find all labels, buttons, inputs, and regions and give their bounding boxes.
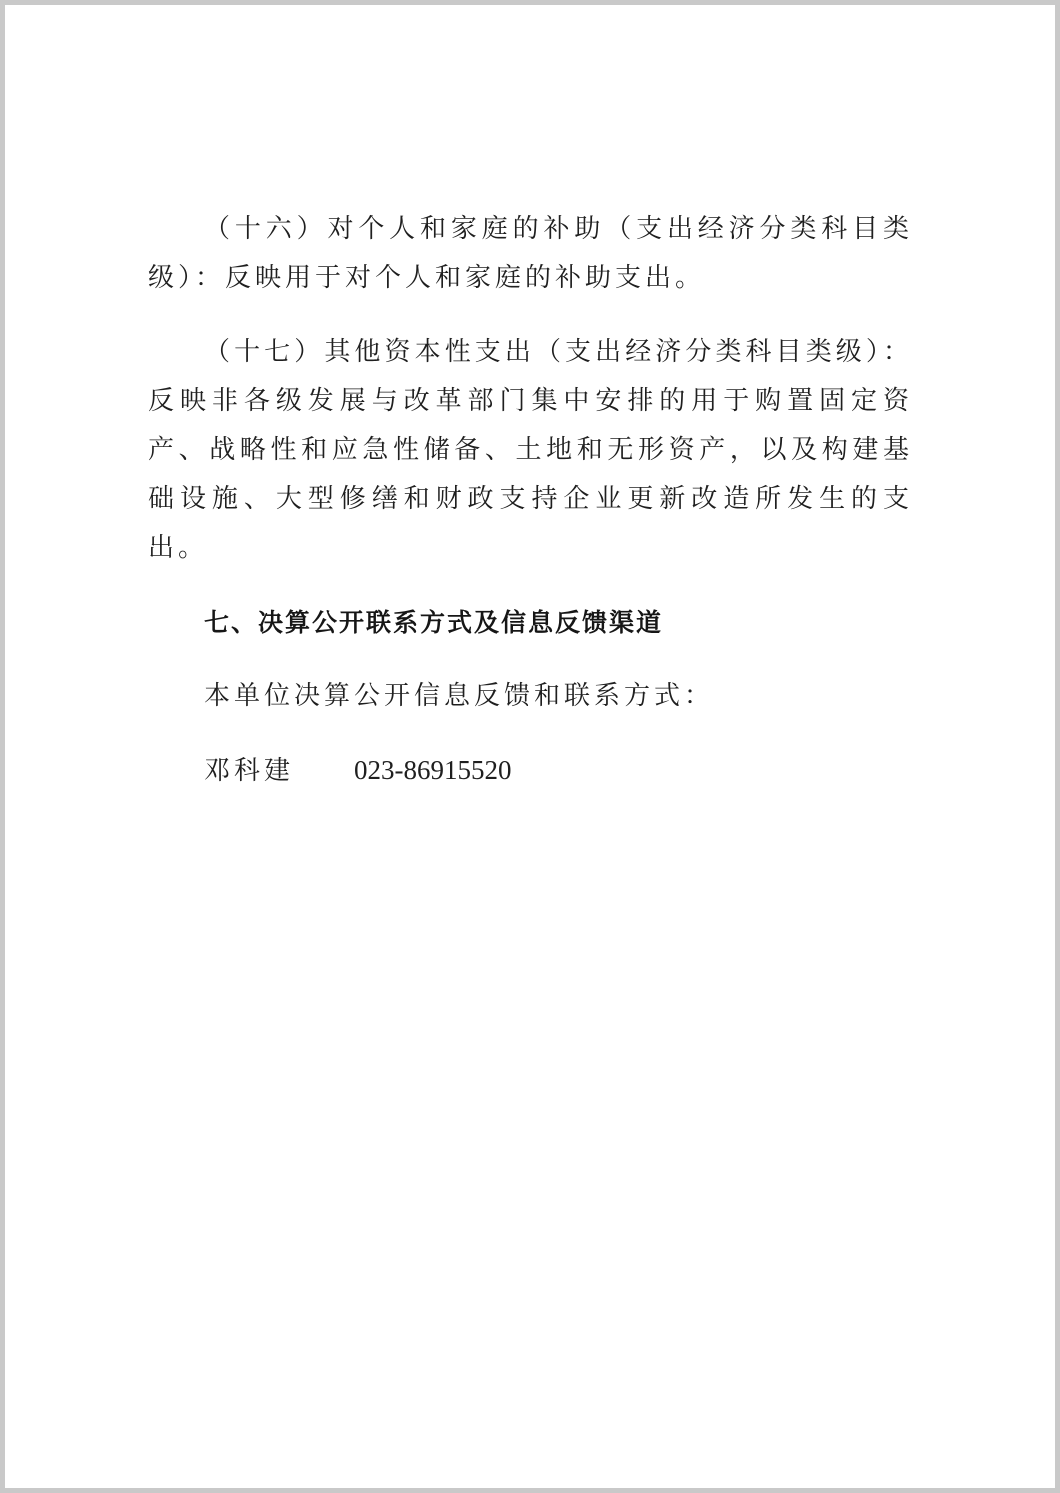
document-body — [148, 205, 913, 796]
section-heading: 七、决算公开联系方式及信息反馈渠道 — [204, 608, 664, 637]
contact-phone: 023-86915520 — [354, 755, 512, 785]
contact-intro: 本单位决算公开信息反馈和联系方式： — [204, 681, 715, 711]
paragraph-17: （十七）其他资本性支出（支出经济分类科目类级）：反映非各级发展与改革部门集中安排的用于购置固定资产、战略性和应急性储备、土地和无形资产，以及构建基础设施、大型修缮和财政支持企业更新改造所发生的支出。 — [148, 337, 913, 563]
contact-line — [148, 746, 913, 796]
contact-name: 邓科建 — [204, 756, 295, 786]
paragraph-16: （十六）对个人和家庭的补助（支出经济分类科目类级）：反映用于对个人和家庭的补助支出。 — [148, 214, 913, 293]
